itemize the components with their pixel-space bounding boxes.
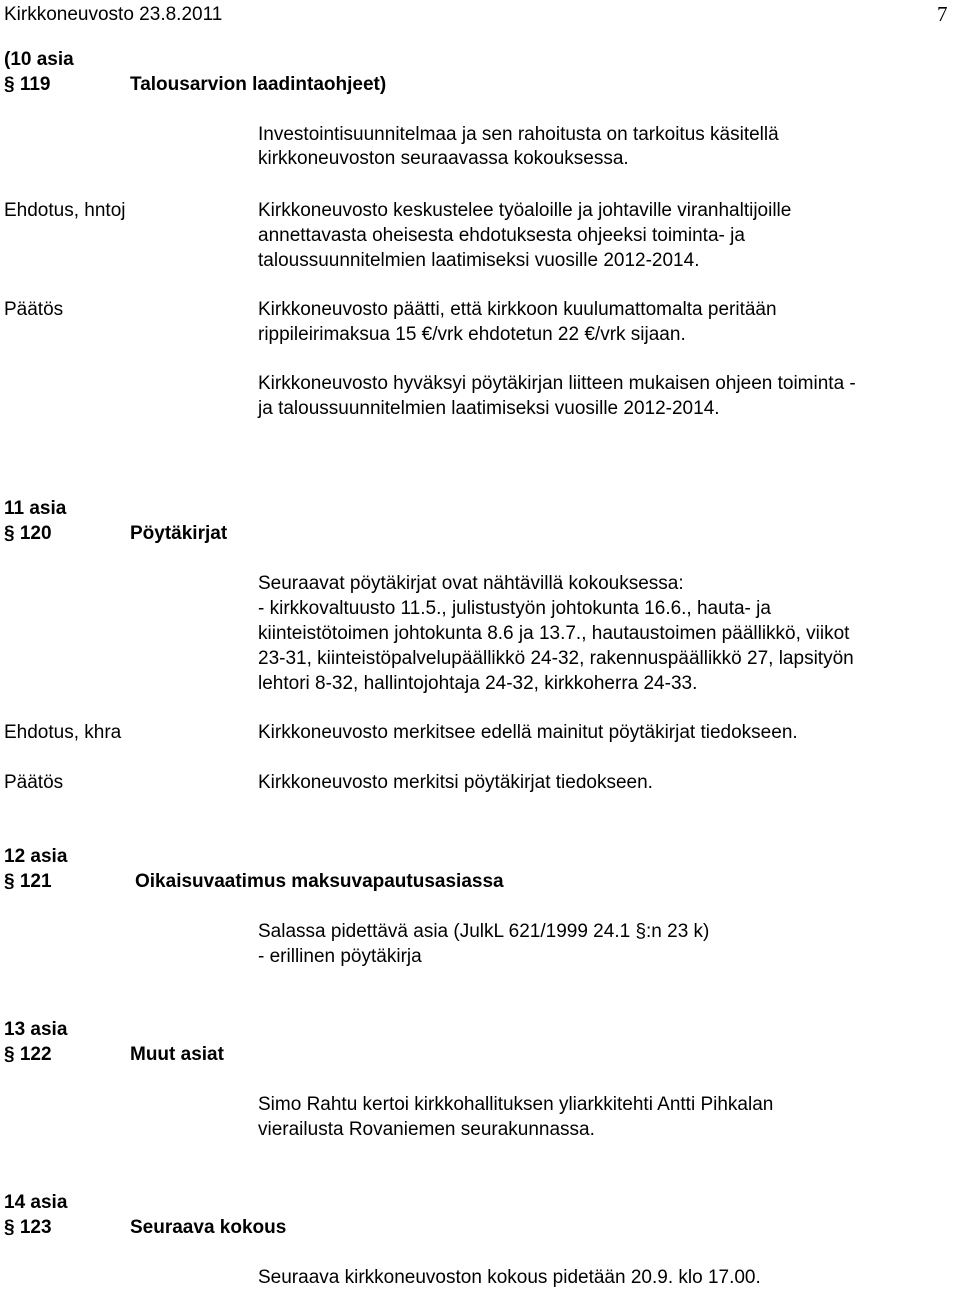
proposal-label: Ehdotus, khra xyxy=(4,722,122,743)
section-heading: Seuraava kokous xyxy=(130,1217,287,1238)
paragraph-number: § 119 xyxy=(4,74,51,95)
body-text: Simo Rahtu kertoi kirkkohallituksen yliarkkitehti Antti Pihkalan xyxy=(258,1094,774,1115)
paragraph-number: § 120 xyxy=(4,523,52,544)
body-text: Kirkkoneuvosto päätti, että kirkkoon kuulumattomalta peritään xyxy=(258,299,777,320)
body-text: Kirkkoneuvosto hyväksyi pöytäkirjan liitteen mukaisen ohjeen toiminta - xyxy=(258,373,856,394)
section-heading: Muut asiat xyxy=(130,1044,224,1065)
body-text: kiinteistötoimen johtokunta 8.6 ja 13.7., hautaustoimen päällikkö, viikot xyxy=(258,623,850,644)
proposal-label: Ehdotus, hntoj xyxy=(4,200,126,221)
body-text: kirkkoneuvoston seuraavassa kokouksessa. xyxy=(258,148,629,169)
body-text: lehtori 8-32, hallintojohtaja 24-32, kirkkoherra 24-33. xyxy=(258,673,698,694)
header-title: Kirkkoneuvosto 23.8.2011 xyxy=(4,4,223,25)
body-text: Kirkkoneuvosto merkitsee edellä mainitut pöytäkirjat tiedokseen. xyxy=(258,722,798,743)
body-text: 23-31, kiinteistöpalvelupäällikkö 24-32, rakennuspäällikkö 27, lapsityön xyxy=(258,648,854,669)
body-text: - kirkkovaltuusto 11.5., julistustyön johtokunta 16.6., hauta- ja xyxy=(258,598,771,619)
decision-label: Päätös xyxy=(4,299,64,320)
body-text: Investointisuunnitelmaa ja sen rahoitusta on tarkoitus käsitellä xyxy=(258,124,779,145)
section-heading: Talousarvion laadintaohjeet) xyxy=(130,74,387,95)
agenda-number: (10 asia xyxy=(4,49,74,70)
paragraph-number: § 122 xyxy=(4,1044,52,1065)
body-text: - erillinen pöytäkirja xyxy=(258,946,422,967)
body-text: rippileirimaksua 15 €/vrk ehdotetun 22 €/vrk sijaan. xyxy=(258,324,686,345)
section-heading: Oikaisuvaatimus maksuvapautusasiassa xyxy=(135,871,504,892)
agenda-number: 13 asia xyxy=(4,1019,68,1040)
body-text: Salassa pidettävä asia (JulkL 621/1999 24.1 §:n 23 k) xyxy=(258,921,710,942)
agenda-number: 11 asia xyxy=(4,498,67,519)
paragraph-number: § 123 xyxy=(4,1217,52,1238)
body-text: ja taloussuunnitelmien laatimiseksi vuosille 2012-2014. xyxy=(258,398,720,419)
body-text: taloussuunnitelmien laatimiseksi vuosille 2012-2014. xyxy=(258,250,700,271)
body-text: annettavasta oheisesta ehdotuksesta ohjeeksi toiminta- ja xyxy=(258,225,745,246)
body-text: Seuraavat pöytäkirjat ovat nähtävillä kokouksessa: xyxy=(258,573,684,594)
body-text: Kirkkoneuvosto merkitsi pöytäkirjat tiedokseen. xyxy=(258,772,653,793)
page-number: 7 xyxy=(937,2,948,26)
body-text: Kirkkoneuvosto keskustelee työaloille ja johtaville viranhaltijoille xyxy=(258,200,792,221)
paragraph-number: § 121 xyxy=(4,871,52,892)
section-heading: Pöytäkirjat xyxy=(130,523,228,544)
decision-label: Päätös xyxy=(4,772,64,793)
agenda-number: 14 asia xyxy=(4,1192,68,1213)
body-text: Seuraava kirkkoneuvoston kokous pidetään 20.9. klo 17.00. xyxy=(258,1267,761,1288)
body-text: vierailusta Rovaniemen seurakunnassa. xyxy=(258,1119,595,1140)
agenda-number: 12 asia xyxy=(4,846,68,867)
